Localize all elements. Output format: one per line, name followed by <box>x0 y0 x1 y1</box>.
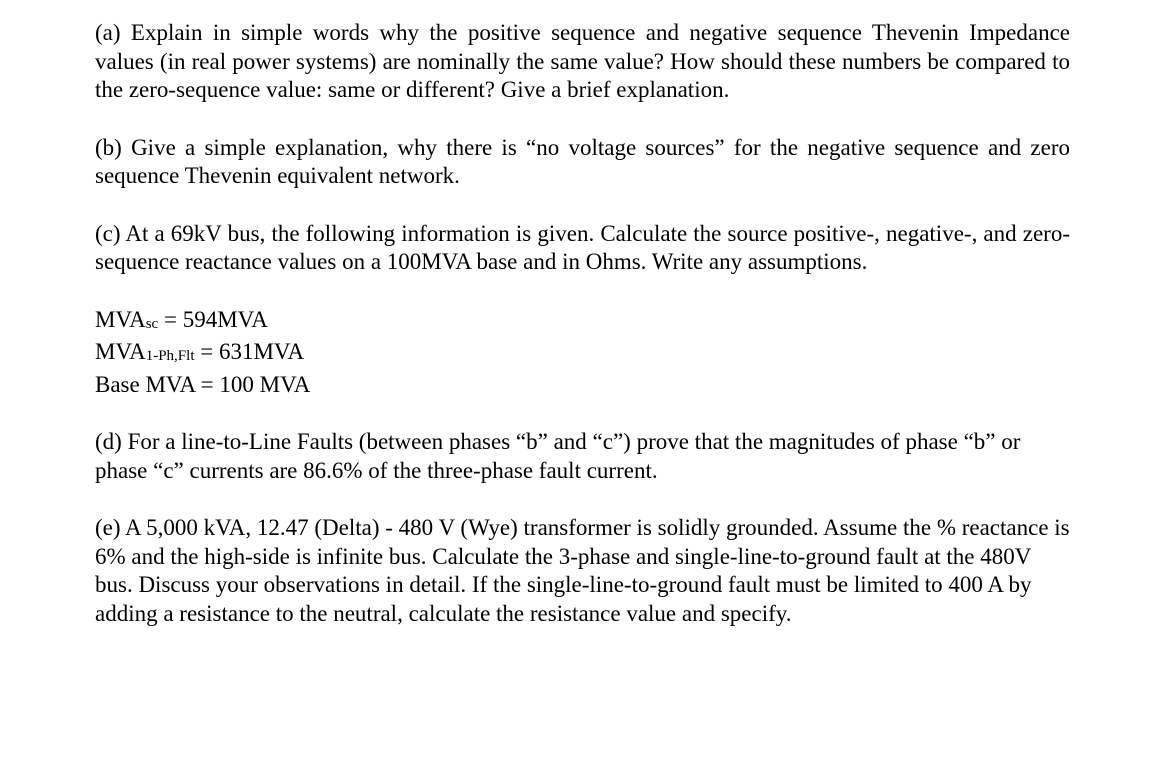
given-mva-sc <box>95 306 1070 339</box>
given-mva-1ph-subscript: 1-Ph,Flt <box>145 348 195 365</box>
document-page <box>95 19 1070 628</box>
spacer <box>95 105 1070 134</box>
given-mva-1ph <box>95 338 1070 371</box>
given-mva-sc-subscript: sc <box>145 315 159 332</box>
spacer <box>95 191 1070 220</box>
spacer <box>95 485 1070 514</box>
given-mva-sc-prefix: MVA <box>95 306 146 332</box>
question-a: (a) Explain in simple words why the positive sequence and negative sequence Thevenin Impedance values (in real power systems) are nominally the same value? How should these numbers be compared to the zero-sequence value: same or different? Give a brief explanation. <box>95 20 1070 103</box>
question-e: (e) A 5,000 kVA, 12.47 (Delta) - 480 V (Wye) transformer is solidly grounded. Assume the % reactance is 6% and the high-side is infinite bus. Calculate the 3-phase and single-line-to-ground fault at the 480V bus. Discuss your observations in detail. If the single-line-to-ground fault must be limited to 400 A by adding a resistance to the neutral, calculate the resistance value and specify. <box>95 515 1070 626</box>
given-base-mva: Base MVA = 100 MVA <box>95 371 311 397</box>
given-mva-1ph-prefix: MVA <box>95 339 146 365</box>
spacer <box>95 277 1070 306</box>
question-d: (d) For a line-to-Line Faults (between phases “b” and “c”) prove that the magnitudes of phase “b” or phase “c” currents are 86.6% of the three-phase fault current. <box>95 429 1021 483</box>
given-mva-sc-value: = 594MVA <box>158 306 268 332</box>
spacer <box>95 399 1070 428</box>
question-c: (c) At a 69kV bus, the following information is given. Calculate the source positive-, negative-, and zero-sequence reactance values on a 100MVA base and in Ohms. Write any assumptions. <box>95 220 1070 275</box>
given-mva-1ph-value: = 631MVA <box>194 339 305 365</box>
given-values <box>95 306 1070 400</box>
question-b: (b) Give a simple explanation, why there is “no voltage sources” for the negative sequence and zero sequence Thevenin equivalent network. <box>95 134 1070 189</box>
